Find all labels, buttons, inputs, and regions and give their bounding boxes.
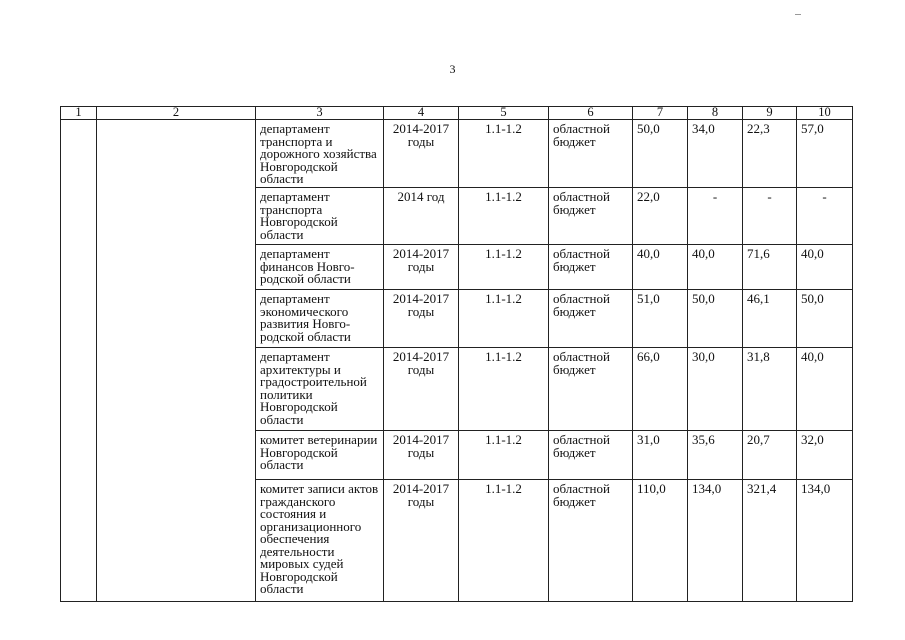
col-header: 4 — [384, 107, 459, 120]
source-cell: областной бюджет — [549, 348, 633, 431]
source-cell: областной бюджет — [549, 188, 633, 245]
period-cell: 2014 год — [384, 188, 459, 245]
value-cell: 46,1 — [743, 290, 797, 348]
agency-cell: департамент транспорта Новгородской области — [256, 188, 384, 245]
value-cell: 50,0 — [797, 290, 853, 348]
value-cell: 40,0 — [797, 245, 853, 290]
period-cell: 2014-2017 годы — [384, 245, 459, 290]
col-header: 10 — [797, 107, 853, 120]
period-cell: 2014-2017 годы — [384, 120, 459, 188]
value-cell: 66,0 — [633, 348, 688, 431]
value-cell: 134,0 — [688, 480, 743, 602]
item-cell: 1.1-1.2 — [459, 290, 549, 348]
cell-col2 — [97, 120, 256, 602]
page-number: 3 — [449, 62, 456, 76]
cell-col1 — [61, 120, 97, 602]
source-cell: областной бюджет — [549, 290, 633, 348]
period-cell: 2014-2017 годы — [384, 480, 459, 602]
budget-table — [60, 106, 853, 602]
agency-cell: комитет записи актов гражданского состояния и организационного обеспечения деятельности мировых судей Новгородской области — [256, 480, 384, 602]
item-cell: 1.1-1.2 — [459, 188, 549, 245]
value-cell: 50,0 — [688, 290, 743, 348]
value-cell: 50,0 — [633, 120, 688, 188]
agency-cell: комитет ветеринарии Новгородской области — [256, 431, 384, 480]
source-cell: областной бюджет — [549, 480, 633, 602]
value-cell: 51,0 — [633, 290, 688, 348]
header-row — [61, 107, 853, 120]
col-header: 1 — [61, 107, 97, 120]
item-cell: 1.1-1.2 — [459, 431, 549, 480]
value-cell: 20,7 — [743, 431, 797, 480]
value-cell: - — [797, 188, 853, 245]
col-header: 5 — [459, 107, 549, 120]
value-cell: 134,0 — [797, 480, 853, 602]
value-cell: 22,3 — [743, 120, 797, 188]
col-header: 3 — [256, 107, 384, 120]
corner-mark — [795, 14, 801, 15]
agency-cell: департамент экономического развития Новгородской области — [256, 290, 384, 348]
table-row — [61, 120, 853, 188]
value-cell: 110,0 — [633, 480, 688, 602]
value-cell: 35,6 — [688, 431, 743, 480]
col-header: 6 — [549, 107, 633, 120]
value-cell: 40,0 — [688, 245, 743, 290]
col-header: 2 — [97, 107, 256, 120]
value-cell: 71,6 — [743, 245, 797, 290]
value-cell: 31,0 — [633, 431, 688, 480]
value-cell: 40,0 — [797, 348, 853, 431]
source-cell: областной бюджет — [549, 120, 633, 188]
col-header: 7 — [633, 107, 688, 120]
value-cell: 30,0 — [688, 348, 743, 431]
period-cell: 2014-2017 годы — [384, 290, 459, 348]
value-cell: - — [688, 188, 743, 245]
period-cell: 2014-2017 годы — [384, 348, 459, 431]
source-cell: областной бюджет — [549, 431, 633, 480]
item-cell: 1.1-1.2 — [459, 480, 549, 602]
col-header: 8 — [688, 107, 743, 120]
value-cell: 22,0 — [633, 188, 688, 245]
period-cell: 2014-2017 годы — [384, 431, 459, 480]
item-cell: 1.1-1.2 — [459, 348, 549, 431]
value-cell: 321,4 — [743, 480, 797, 602]
item-cell: 1.1-1.2 — [459, 120, 549, 188]
value-cell: - — [743, 188, 797, 245]
source-cell: областной бюджет — [549, 245, 633, 290]
agency-cell: департамент архитектуры и градостроительной политики Новгородской области — [256, 348, 384, 431]
agency-cell: департамент финансов Новгородской области — [256, 245, 384, 290]
item-cell: 1.1-1.2 — [459, 245, 549, 290]
value-cell: 57,0 — [797, 120, 853, 188]
value-cell: 34,0 — [688, 120, 743, 188]
col-header: 9 — [743, 107, 797, 120]
value-cell: 40,0 — [633, 245, 688, 290]
value-cell: 31,8 — [743, 348, 797, 431]
agency-cell: департамент транспорта и дорожного хозяйства Новгородской области — [256, 120, 384, 188]
value-cell: 32,0 — [797, 431, 853, 480]
